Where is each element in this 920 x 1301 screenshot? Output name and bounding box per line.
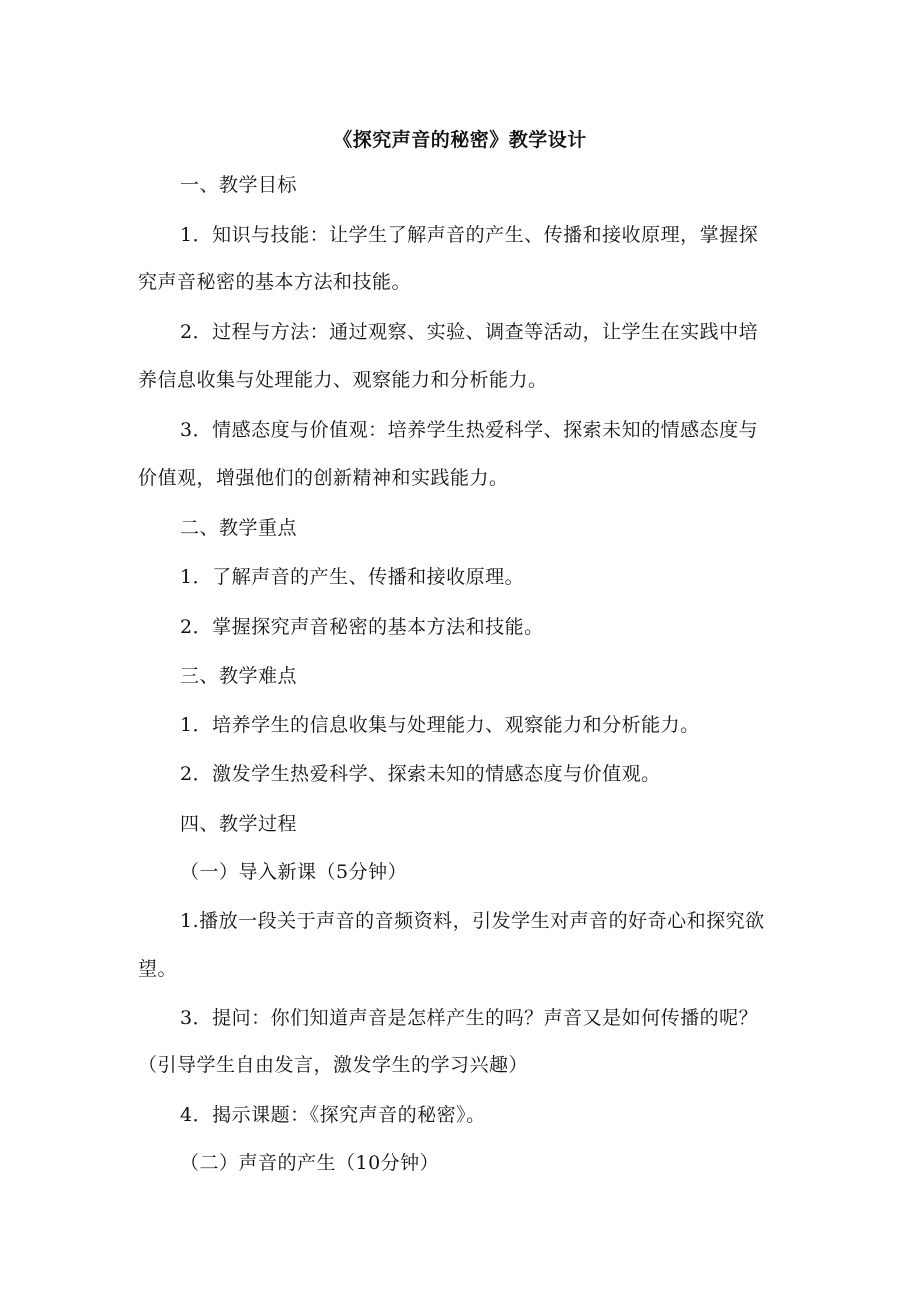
paragraph-line: 望。 (138, 958, 178, 980)
paragraph-line: 1.播放一段关于声音的音频资料，引发学生对声音的好奇心和探究欲 (180, 910, 765, 932)
paragraph-line: 2．激发学生热爱科学、探索未知的情感态度与价值观。 (180, 763, 661, 785)
subsection-heading: （一）导入新课（5分钟） (180, 861, 408, 883)
paragraph-line: 1．培养学生的信息收集与处理能力、观察能力和分析能力。 (180, 714, 700, 736)
paragraph-line: 3．提问：你们知道声音是怎样产生的吗？声音又是如何传播的呢？ (180, 1007, 759, 1029)
document-title: 《探究声音的秘密》教学设计 (333, 129, 587, 151)
paragraph-line: 2．掌握探究声音秘密的基本方法和技能。 (180, 616, 544, 638)
paragraph-line: 4．揭示课题：《探究声音的秘密》。 (180, 1104, 486, 1126)
paragraph-line: 3．情感态度与价值观：培养学生热爱科学、探索未知的情感态度与 (180, 419, 759, 441)
subsection-heading: （二）声音的产生（10分钟） (180, 1152, 440, 1174)
section-heading-objectives: 一、教学目标 (180, 174, 298, 196)
paragraph-line: 究声音秘密的基本方法和技能。 (138, 271, 412, 293)
section-heading-difficulties: 三、教学难点 (180, 665, 298, 687)
paragraph-line: 1．了解声音的产生、传播和接收原理。 (180, 566, 525, 588)
paragraph-line: 养信息收集与处理能力、观察能力和分析能力。 (138, 369, 548, 391)
paragraph-line: （引导学生自由发言，激发学生的学习兴趣） (138, 1054, 529, 1076)
paragraph-line: 2．过程与方法：通过观察、实验、调查等活动，让学生在实践中培 (180, 321, 759, 343)
paragraph-line: 价值观，增强他们的创新精神和实践能力。 (138, 467, 509, 489)
section-heading-process: 四、教学过程 (180, 813, 298, 835)
section-heading-key-points: 二、教学重点 (180, 517, 298, 539)
paragraph-line: 1．知识与技能：让学生了解声音的产生、传播和接收原理，掌握探 (180, 224, 759, 246)
